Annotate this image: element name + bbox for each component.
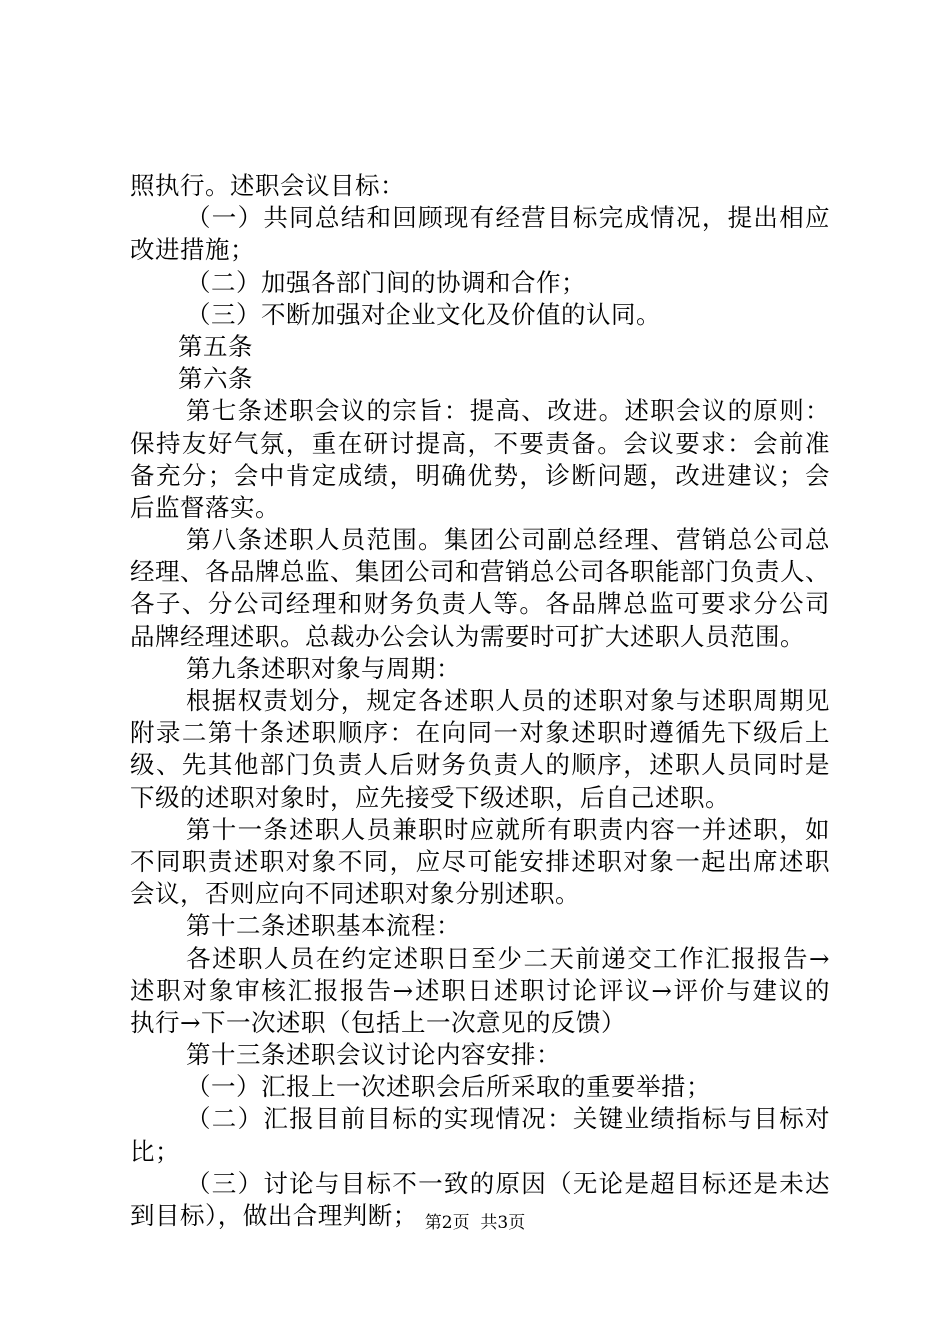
text-line: 述职对象审核汇报报告→述职日述职讨论评议→评价与建议的 xyxy=(130,975,830,1005)
text-line: 改进措施； xyxy=(130,235,255,265)
text-line: 下级的述职对象时，应先接受下级述职，后自己述职。 xyxy=(130,782,730,812)
text-line: （三）不断加强对企业文化及价值的认同。 xyxy=(186,299,661,329)
text-line: （三）讨论与目标不一致的原因（无论是超目标还是未达 xyxy=(186,1168,830,1198)
document-body xyxy=(130,170,830,1232)
text-line: 第九条述职对象与周期： xyxy=(186,653,461,683)
text-line: 执行→下一次述职（包括上一次意见的反馈） xyxy=(130,1007,627,1037)
text-line: （二）汇报目前目标的实现情况：关键业绩指标与目标对 xyxy=(186,1104,830,1134)
text-line: 第十一条述职人员兼职时应就所有职责内容一并述职，如 xyxy=(186,814,830,844)
text-line: 会议，否则应向不同述职对象分别述职。 xyxy=(130,879,580,909)
text-line: 后监督落实。 xyxy=(130,492,280,522)
page-footer-number: 第2页 共3页 xyxy=(424,1213,526,1233)
text-line: 保持友好气氛，重在研讨提高，不要责备。会议要求：会前准 xyxy=(130,428,830,458)
text-line: 级、先其他部门负责人后财务负责人的顺序，述职人员同时是 xyxy=(130,750,830,780)
text-line: （一）共同总结和回顾现有经营目标完成情况，提出相应 xyxy=(186,203,830,233)
text-line: 到目标），做出合理判断； xyxy=(130,1201,418,1230)
text-line: 根据权责划分，规定各述职人员的述职对象与述职周期见 xyxy=(186,686,830,715)
text-line: 第十二条述职基本流程： xyxy=(186,911,461,941)
text-line: 不同职责述职对象不同，应尽可能安排述职对象一起出席述职 xyxy=(130,846,830,876)
text-line: 各子、分公司经理和财务负责人等。各品牌总监可要求分公司 xyxy=(130,589,830,619)
text-line: 第七条述职会议的宗旨：提高、改进。述职会议的原则： xyxy=(186,396,830,426)
text-line: 各述职人员在约定述职日至少二天前递交工作汇报报告→ xyxy=(186,943,830,973)
text-line: 品牌经理述职。总裁办公会认为需要时可扩大述职人员范围。 xyxy=(130,621,805,651)
text-line: 比； xyxy=(130,1136,180,1166)
text-line: （一）汇报上一次述职会后所采取的重要举措； xyxy=(186,1072,711,1102)
text-line: 备充分；会中肯定成绩，明确优势，诊断问题，改进建议；会 xyxy=(130,460,830,490)
text-line: 附录二第十条述职顺序：在向同一对象述职时遵循先下级后上 xyxy=(130,718,830,748)
text-line: 第十三条述职会议讨论内容安排： xyxy=(186,1040,561,1070)
text-line: 经理、各品牌总监、集团公司和营销总公司各职能部门负责人、 xyxy=(130,557,830,587)
text-line: 第五条 xyxy=(178,331,253,361)
text-line: 照执行。述职会议目标： xyxy=(130,171,405,200)
text-line: 第八条述职人员范围。集团公司副总经理、营销总公司总 xyxy=(186,525,830,555)
text-line: 第六条 xyxy=(178,364,253,394)
text-line: （二）加强各部门间的协调和合作； xyxy=(186,267,586,297)
